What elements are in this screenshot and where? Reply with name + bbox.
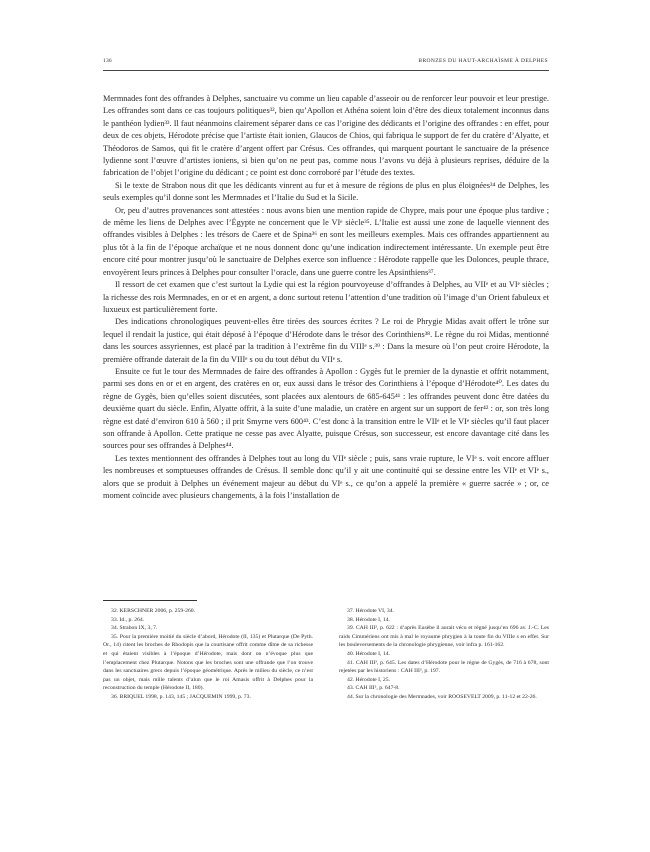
header-rule <box>103 70 549 71</box>
footnote: 39. CAH III², p. 622 : d’après Eusèbe il aurait vécu et régné jusqu’en 696 av. J.-C. Les raids Cimmériens ont mis à mal le royaume phrygien à la toute fin du VIIIe s en effet. Sur les bouleversements de la chronologie phrygienne, voir infra p. 161-162. <box>339 625 549 649</box>
footnote: 36. BRIQUEL 1998, p. 143, 145 ; JACQUEMIN 1999, p. 73. <box>111 693 251 700</box>
footnote: 38. Hérodote I, 14. <box>347 616 390 623</box>
footnote-rule <box>103 600 197 601</box>
body-paragraph: Il ressort de cet examen que c’est surtout la Lydie qui est la région pourvoyeuse d’offrandes à Delphes, au VIIᵉ et au VIᵉ siècles ; la richesse des rois Mermnades, en or et en argent, a donc surtout retenu l’attention d’une tradition où l’image d’un Orient fabuleux et luxueux est particulièrement forte. <box>103 280 549 314</box>
main-text <box>103 93 549 502</box>
footnote: 44. Sur la chronologie des Mermnades, voir ROOSEVELT 2009, p. 11-12 et 22-26. <box>347 693 537 700</box>
footnote: 40. Hérodote I, 14. <box>347 650 390 657</box>
body-paragraph: Des indications chronologiques peuvent-elles être tirées des sources écrites ? Le roi de Phrygie Midas avait offert le trône sur lequel il rendait la justice, qui était déposé à l’époque d’Hérodote dans le trésor des Corinthiens³⁸. Le règne du roi Midas, mentionné dans les sources assyriennes, est placé par la tradition à l’extrême fin du VIIIᵉ s.³⁹ : Dans la mesure où l’on peut croire Hérodote, la première offrande daterait de la fin du VIIIᵉ s ou du tout début du VIIᵉ s. <box>103 317 549 364</box>
footnote: 33. Id., p. 264. <box>111 616 145 623</box>
footnote: 34. Strabon IX, 3, 7. <box>111 625 158 632</box>
body-paragraph: Ensuite ce fut le tour des Mermnades de faire des offrandes à Apollon : Gygès fut le premier de la dynastie et offrit notamment, parmi ses dons en or et en argent, des cratères en or, eux aussi dans le trésor des Corinthiens à l’époque d’Hérodote⁴⁰. Les dates du règne de Gygès, bien qu’elles soient discutées, sont placées aux alentours de 685-645⁴¹ : les offrandes peuvent donc être datées du deuxième quart du siècle. Enfin, Alyatte offrit, à la suite d’une maladie, un cratère en argent sur un support de fer⁴² : or, son très long règne est daté d’environ 610 à 560 ; il prit Smyrne vers 600⁴³. C’est donc à la transition entre le VIIᵉ et le VIᵉ siècles qu’il faut placer son offrande à Apollon. Cette pratique ne cesse pas avec Alyatte, puisque Crésus, son successeur, est encore davantage cité dans les sources pour ses offrandes à Delphes⁴⁴. <box>103 366 549 451</box>
running-title: BRONZES DU HAUT-ARCHAÏSME À DELPHES <box>418 58 548 64</box>
footnotes-left-column <box>103 607 313 702</box>
body-paragraph: Les textes mentionnent des offrandes à Delphes tout au long du VIIᵉ siècle ; puis, sans vraie rupture, le VIᵉ s. voit encore affluer les nombreuses et somptueuses offrandes de Crésus. Il semble donc qu’il y ait une continuité qui se dessine entre les VIIᵉ et VIᵉ s., alors que se produit à Delphes un événement majeur au début du VIᵉ s., ce qu’on a appelé la première « guerre sacrée » ; or, ce moment coïncide avec plusieurs changements, à la fois l’installation de <box>103 453 549 500</box>
footnote: 43. CAH III², p. 647-8. <box>347 685 400 692</box>
footnotes-right-column <box>339 607 549 702</box>
footnote: 32. KERSCHNER 2006, p. 259-260. <box>111 608 196 614</box>
body-paragraph: Si le texte de Strabon nous dit que les dédicants vinrent au fur et à mesure de régions de plus en plus éloignées³⁴ de Delphes, les seuls exemples qu’il donne sont les Mermnades et l’Italie du Sud et la Sicile. <box>103 180 549 203</box>
footnote: 37. Hérodote VI, 34. <box>347 608 394 614</box>
page-number: 136 <box>103 58 112 64</box>
body-paragraph: Or, peu d’autres provenances sont attestées : nous avons bien une mention rapide de Chypre, mais pour une époque plus tardive ; de même les liens de Delphes avec l’Égypte ne concernent que le VIᵉ siècle³⁵. L’Italie est aussi une zone de laquelle viennent des offrandes visibles à Delphes : les trésors de Caere et de Spina³⁶ en sont les meilleurs exemples. Mais ces offrandes appartiennent au plus tôt à la fin de l’époque archaïque et ne nous donnent donc qu’une indication indirectement intéressante. Un exemple peut être encore cité pour montrer jusqu’où le sanctuaire de Delphes exerce son influence : Hérodote rappelle que les Dolonces, peuple thrace, envoyèrent leurs princes à Delphes pour consulter l’oracle, dans une guerre contre les Apsinthiens³⁷. <box>103 205 549 277</box>
running-header <box>103 58 548 68</box>
footnote: 42. Hérodote I, 25. <box>347 676 390 683</box>
footnote: 41. CAH III², p. 645. Les dates d’Hérodote pour le règne de Gygès, de 716 à 678, sont rejetées par les historiens : CAH III², p. 197. <box>339 659 549 675</box>
body-paragraph: Mermnades font des offrandes à Delphes, sanctuaire vu comme un lieu capable d’asseoir ou de renforcer leur pouvoir et leur prestige. Les offrandes sont dans ce cas toujours politiques³², bien qu’Apollon et Athéna soient loin d’être des dieux totalement inconnus dans le panthéon lydien³³. Il faut néanmoins clairement séparer dans ce cas l’origine des dédicants et l’origine des offrandes : en effet, pour deux de ces objets, Hérodote précise que l’artiste était ionien, Glaucos de Chios, qui fabriqua le support de fer du cratère d’Alyatte, et Théodoros de Samos, qui fit le cratère d’argent offert par Crésus. Ces offrandes, qui marquent pourtant le sanctuaire de la présence lydienne sont l’œuvre d’artistes ioniens, si bien qu’on ne peut pas, comme nous l’avons vu déjà à plusieurs reprises, déduire de la fabrication de l’objet l’origine du dédicant ; ce point est donc corroboré par l’étude des textes. <box>103 94 549 178</box>
footnote: 35. Pour la première moitié du siècle d’abord, Hérodote (II, 135) et Plutarque (De Pyth. Or., 14) citent les broches de Rhodopis que la courtisane offrit comme dîme de sa richesse et qui étaient visibles à l’époque d’Hérodote, mais dont on n’évoque plus que l’emplacement chez Plutarque. Notons que les broches sont une offrande que l’on trouve dans les sanctuaires grecs depuis l’époque géométrique. Après le milieu du siècle, ce n’est pas un objet, mais mille talents d’alun que le roi Amasis offrit à Delphes pour la reconstruction du temple (Hérodote II, 180). <box>103 633 313 692</box>
